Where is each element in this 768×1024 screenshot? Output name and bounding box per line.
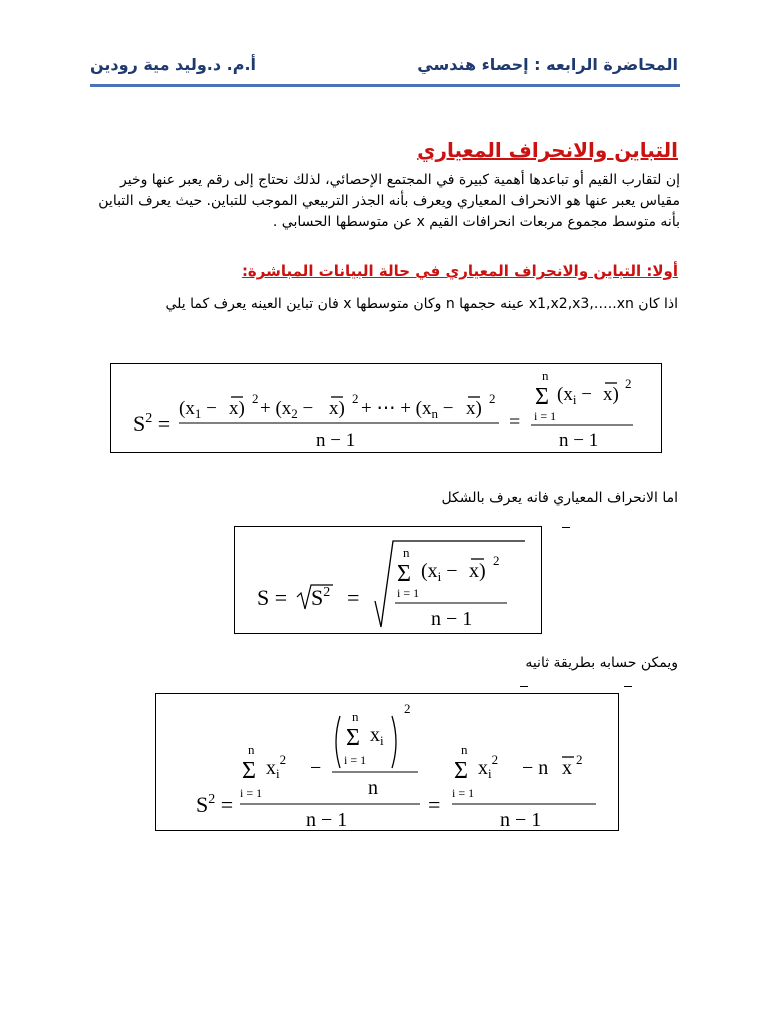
section-heading: أولا: التباين والانحراف المعياري في حالة البيانات المباشرة: [241, 262, 678, 280]
svg-text:2: 2 [252, 391, 259, 406]
svg-text:2: 2 [625, 376, 632, 391]
intro-paragraph [90, 170, 680, 233]
svg-text:=: = [428, 792, 441, 817]
dash-mark [624, 686, 632, 687]
svg-text:x): x) [469, 560, 486, 582]
svg-text:n − 1: n − 1 [500, 809, 542, 830]
svg-text:x): x) [603, 384, 619, 405]
std-deviation-formula-box [234, 526, 542, 634]
svg-text:n: n [368, 777, 378, 799]
variance-formula-box [110, 363, 662, 453]
svg-text:2: 2 [404, 701, 411, 716]
svg-text:+ ⋯ + (xn −: + ⋯ + ($x_n$ − [361, 398, 454, 421]
svg-text:i = 1: i = 1 [534, 409, 557, 423]
svg-text:xi2: $x_i^2$ [266, 752, 287, 781]
svg-text:S2 =: $S^2$ = [133, 411, 171, 436]
sample-definition-text: اذا كان x1,x2,x3,…..xn عينه حجمها n وكان متوسطها x فان تباين العينه يعرف كما يلي [165, 296, 678, 312]
svg-text:− n: − n [522, 757, 549, 779]
svg-text:Σ: Σ [346, 725, 360, 751]
svg-text:n − 1: n − 1 [431, 608, 473, 630]
svg-text:+ (x2 −: + ($x_2$ − [260, 398, 314, 421]
svg-text:Σ: Σ [454, 758, 468, 784]
dash-mark [520, 686, 528, 687]
svg-text:Σ: Σ [397, 561, 411, 587]
svg-text:(xi −: ($x_i$ − [557, 384, 592, 407]
svg-text:x): x) [329, 398, 345, 419]
svg-text:2: 2 [352, 391, 359, 406]
svg-text:n: n [461, 742, 468, 757]
svg-text:=: = [509, 411, 521, 433]
std-deviation-formula [235, 527, 541, 633]
svg-text:n: n [403, 545, 410, 560]
dash-mark [562, 527, 570, 528]
svg-text:n: n [542, 368, 549, 383]
svg-text:2: 2 [576, 752, 583, 767]
svg-text:n − 1: n − 1 [559, 430, 599, 451]
svg-text:S2: $S^2$ [311, 585, 331, 610]
svg-text:Σ: Σ [242, 758, 256, 784]
svg-text:x): x) [466, 398, 482, 419]
alt-method-text: ويمكن حسابه بطريقة ثانيه [525, 655, 678, 671]
intro-line: مقياس يعبر عنها هو الانحراف المعياري ويعرف بأنه الجذر التربيعي الموجب للتباين. حيث يعرف التباين [98, 193, 680, 209]
intro-line: بأنه متوسط مجموع مربعات انحرافات القيم x عن متوسطها الحسابي . [272, 214, 680, 230]
lecture-title: المحاضرة الرابعه : إحصاء هندسي [417, 55, 678, 74]
svg-text:i = 1: i = 1 [240, 786, 263, 800]
svg-text:=: = [347, 585, 360, 610]
variance-alt-formula [156, 694, 618, 830]
svg-text:2: 2 [489, 391, 496, 406]
page-header [90, 55, 678, 75]
svg-text:n − 1: n − 1 [316, 430, 356, 451]
page-title: التباين والانحراف المعياري [417, 138, 678, 162]
variance-alt-formula-box [155, 693, 619, 831]
sd-definition-text: اما الانحراف المعياري فانه يعرف بالشكل [441, 490, 678, 506]
svg-text:xi2: $x_i^2$ [478, 752, 499, 781]
variance-formula [111, 364, 661, 452]
svg-text:i = 1: i = 1 [397, 586, 420, 600]
svg-text:n: n [352, 709, 359, 724]
svg-text:(x1 −: ($x_1$ − [179, 398, 217, 421]
svg-text:−: − [310, 757, 322, 779]
svg-text:S =: S = [257, 585, 288, 610]
svg-text:i = 1: i = 1 [452, 786, 475, 800]
intro-line: إن لتقارب القيم أو تباعدها أهمية كبيرة في المجتمع الإحصائي، لذلك نحتاج إلى رقم يعبر عنها وخير [119, 172, 680, 188]
header-divider [90, 84, 680, 87]
svg-text:x: x [562, 757, 572, 779]
svg-text:n: n [248, 742, 255, 757]
author-name: أ.م. د.وليد مية رودين [90, 55, 257, 74]
svg-text:2: 2 [493, 553, 500, 568]
svg-text:S2 =: $S^2$ = [196, 792, 234, 817]
svg-text:Σ: Σ [535, 384, 549, 410]
svg-text:xi: $x_i$ [370, 724, 384, 748]
svg-text:x): x) [229, 398, 245, 419]
svg-text:n − 1: n − 1 [306, 809, 348, 830]
svg-text:(xi −: ($x_i$ − [421, 560, 458, 584]
svg-text:i = 1: i = 1 [344, 753, 367, 767]
